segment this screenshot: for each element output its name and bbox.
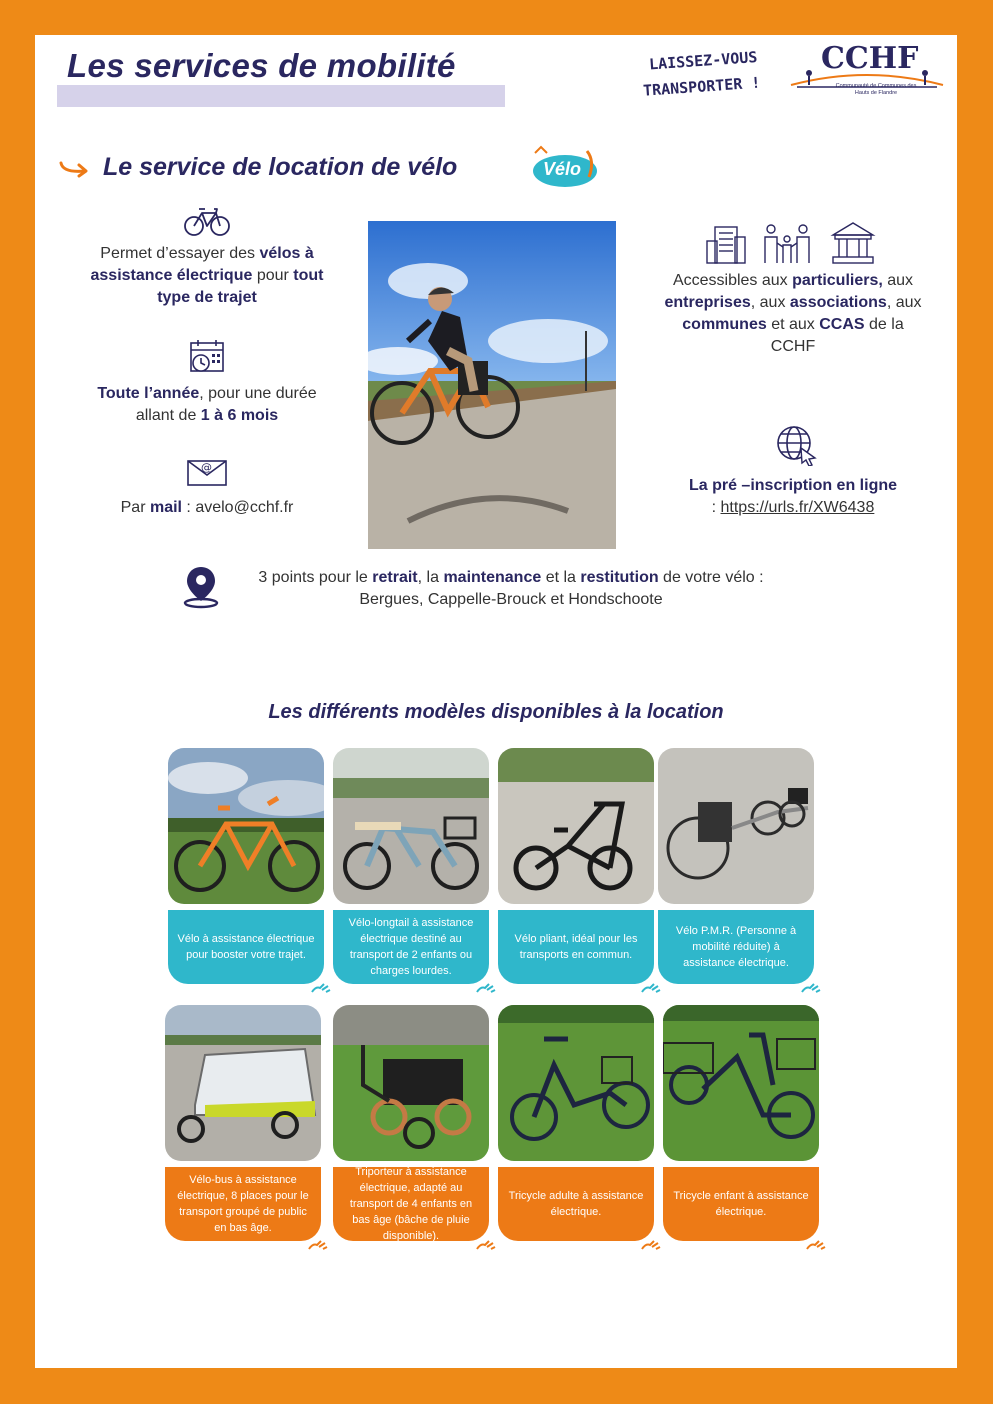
charging-plug-icon xyxy=(310,980,332,996)
model-caption: Vélo P.M.R. (Personne à mobilité réduite) à assistance électrique. xyxy=(658,910,814,984)
calendar-clock-icon xyxy=(187,339,227,375)
model-caption: Vélo-longtail à assistance électrique destiné au transport de 2 enfants ou charges lourdes. xyxy=(333,910,489,984)
folding-bike-photo xyxy=(498,748,654,904)
charging-plug-icon xyxy=(475,980,497,996)
svg-text:@: @ xyxy=(201,461,212,474)
charging-plug-icon xyxy=(800,980,822,996)
curved-arrow-icon xyxy=(57,157,93,179)
page-title xyxy=(57,47,456,85)
model-card-longtail xyxy=(333,748,489,977)
bicycle-icon xyxy=(183,205,231,237)
model-caption: Vélo à assistance électrique pour booster votre trajet. xyxy=(168,910,324,984)
page-title-text: Les services de mobilité xyxy=(67,47,456,84)
mail-icon xyxy=(186,455,228,487)
title-highlight xyxy=(57,85,505,107)
feature-mail: Par mail : avelo@cchf.fr xyxy=(120,499,294,516)
slogan-line-2: TRANSPORTER ! xyxy=(642,73,761,100)
model-caption: Vélo-bus à assistance électrique, 8 places pour le transport groupé de public en bas âge. xyxy=(165,1167,321,1241)
electric-bike-photo xyxy=(168,748,324,904)
charging-plug-icon xyxy=(475,1237,497,1253)
model-caption: Triporteur à assistance électrique, adapté au transport de 4 enfants en bas âge (bâche de pluie disponible). xyxy=(333,1167,489,1241)
child-tricycle-photo xyxy=(663,1005,819,1161)
charging-plug-icon xyxy=(307,1237,329,1253)
charging-plug-icon xyxy=(640,1237,662,1253)
page-sheet xyxy=(35,35,957,1368)
feature-trial: Permet d’essayer des vélos à assistance électrique pour tout type de trajet xyxy=(90,245,324,306)
pmr-bike-photo xyxy=(658,748,814,904)
location-pin-icon xyxy=(181,565,221,609)
charging-plug-icon xyxy=(640,980,662,996)
feature-duration: Toute l’année, pour une durée allant de 1 à 6 mois xyxy=(97,385,317,424)
globe-cursor-icon xyxy=(775,424,819,466)
slogan xyxy=(639,47,779,105)
velo-cchf-logo xyxy=(529,143,601,193)
cchf-logo xyxy=(787,41,947,103)
logo-text: CCHF xyxy=(821,41,919,76)
section-title xyxy=(57,153,457,182)
svg-text:Vélo: Vélo xyxy=(543,159,582,179)
town-hall-icon xyxy=(833,223,873,263)
model-caption: Vélo pliant, idéal pour les transports en commun. xyxy=(498,910,654,984)
model-card-child-tricycle xyxy=(663,1005,819,1218)
model-card-adult-tricycle xyxy=(498,1005,654,1218)
company-building-icon xyxy=(707,227,745,263)
models-title: Les différents modèles disponibles à la location xyxy=(268,701,724,723)
model-card-pmr xyxy=(658,748,814,969)
logo-subtitle: Communauté de Communes des Hauts de Flandre xyxy=(835,83,917,96)
pickup-points-text: 3 points pour le retrait, la maintenance et la restitution de votre vélo : Bergues, Cappelle-Brouck et Hondschoote xyxy=(258,569,764,608)
model-card-folding xyxy=(498,748,654,961)
registration-link[interactable]: https://urls.fr/XW6438 xyxy=(720,499,875,516)
velobus-photo xyxy=(165,1005,321,1161)
feature-online: La pré –inscription en ligne : https://urls.fr/XW6438 xyxy=(688,477,898,516)
cyclist-photo xyxy=(368,221,616,549)
model-caption: Tricycle adulte à assistance électrique. xyxy=(498,1167,654,1241)
model-card-triporteur xyxy=(333,1005,489,1242)
audience-icons xyxy=(705,221,881,267)
slogan-line-1: LAISSEZ-VOUS xyxy=(648,47,758,74)
model-card-velobus xyxy=(165,1005,321,1234)
triporteur-photo xyxy=(333,1005,489,1161)
longtail-bike-photo xyxy=(333,748,489,904)
adult-tricycle-photo xyxy=(498,1005,654,1161)
section-title-text: Le service de location de vélo xyxy=(103,153,458,181)
model-caption: Tricycle enfant à assistance électrique. xyxy=(663,1167,819,1241)
charging-plug-icon xyxy=(805,1237,827,1253)
people-group-icon xyxy=(765,225,809,263)
model-card-electric-bike xyxy=(168,748,324,961)
feature-access: Accessibles aux particuliers, aux entreprises, aux associations, aux communes et aux CCAS de la CCHF xyxy=(664,272,922,355)
